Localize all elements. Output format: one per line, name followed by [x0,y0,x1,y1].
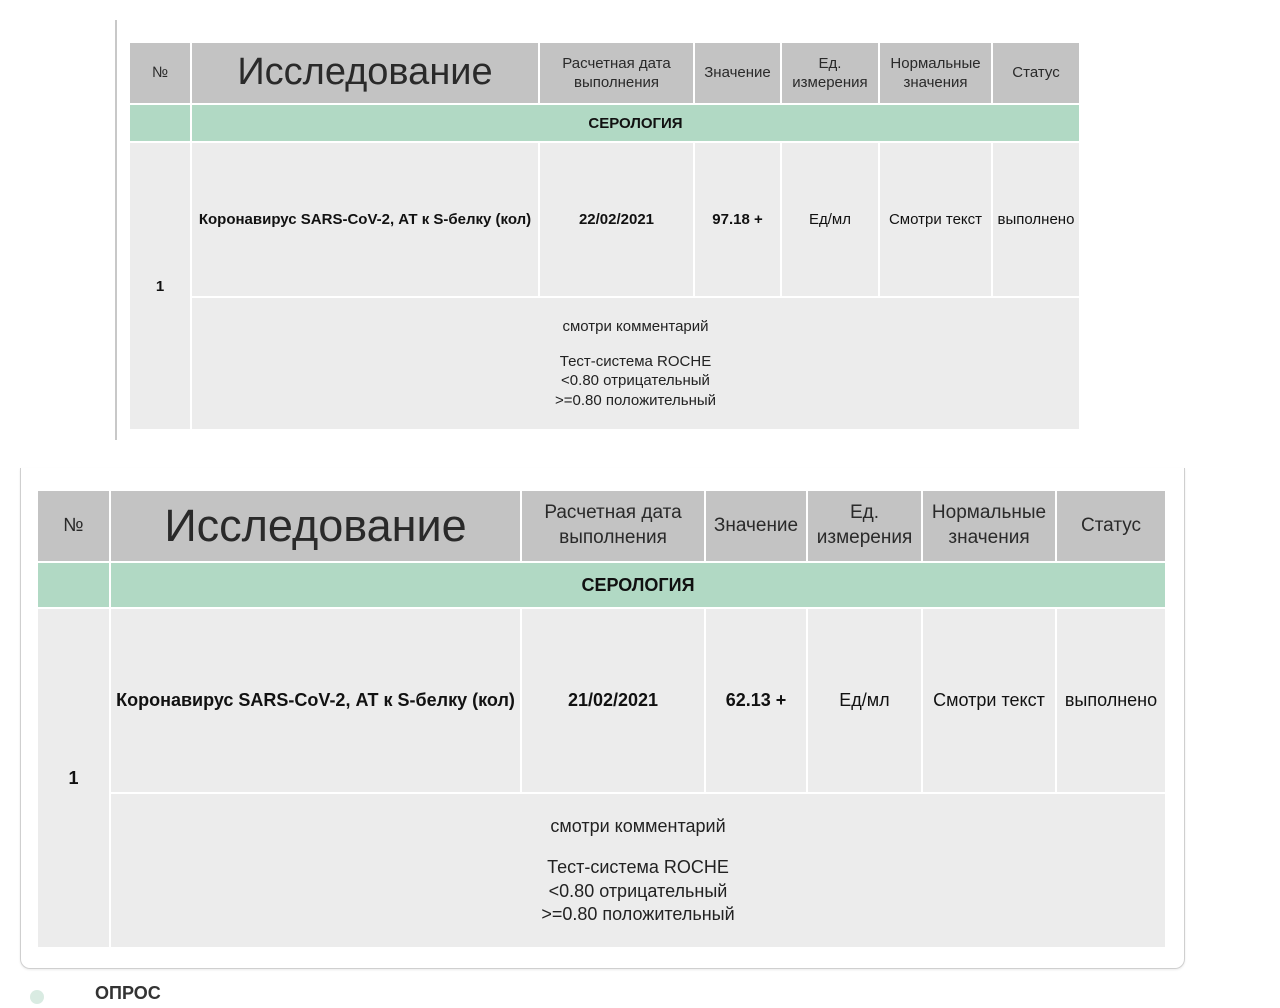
header-status: Статус [992,43,1080,104]
header-study: Исследование [110,491,521,562]
row-number: 1 [130,142,191,430]
row-unit: Ед/мл [807,608,922,793]
next-section-heading: ОПРОС [95,983,161,1003]
comment-cell [110,793,1166,948]
section-icon [30,990,44,1004]
comment-line: Тест-система ROCHE [559,352,712,370]
header-date: Расчетная дата выполнения [521,491,705,562]
row-value: 62.13 + [705,608,807,793]
comment-line: смотри комментарий [562,318,709,336]
row-normal: Смотри текст [879,142,992,297]
header-normal: Нормальные значения [922,491,1056,562]
category-spacer [38,562,110,608]
results-table-1 [130,43,1081,431]
header-number: № [130,43,191,104]
header-value: Значение [705,491,807,562]
row-title: Коронавирус SARS-CoV-2, АТ к S-белку (кол) [110,608,521,793]
row-normal: Смотри текст [922,608,1056,793]
table-header-row [38,491,1166,562]
comment-line: <0.80 отрицательный [561,372,710,390]
table-row [38,608,1166,793]
comment-line: >=0.80 положительный [554,391,717,409]
row-status: выполнено [1056,608,1166,793]
header-unit: Ед. измерения [807,491,922,562]
category-row [38,562,1166,608]
row-date: 21/02/2021 [521,608,705,793]
table-row [130,142,1080,297]
results-table-2 [38,491,1167,949]
table-header-row [130,43,1080,104]
category-label: СЕРОЛОГИЯ [110,562,1166,608]
row-status: выполнено [992,142,1080,297]
header-study: Исследование [191,43,539,104]
frame-divider-left [115,20,117,440]
category-spacer [130,104,191,142]
header-unit: Ед. измерения [781,43,879,104]
comment-line: >=0.80 положительный [541,904,735,925]
header-date: Расчетная дата выполнения [539,43,694,104]
category-label: СЕРОЛОГИЯ [191,104,1080,142]
row-number: 1 [38,608,110,948]
header-normal: Нормальные значения [879,43,992,104]
row-date: 22/02/2021 [539,142,694,297]
comment-row [130,297,1080,430]
comment-cell [191,297,1080,430]
row-unit: Ед/мл [781,142,879,297]
header-number: № [38,491,110,562]
comment-line: Тест-система ROCHE [547,857,729,878]
header-status: Статус [1056,491,1166,562]
header-value: Значение [694,43,781,104]
row-title: Коронавирус SARS-CoV-2, АТ к S-белку (кол) [191,142,539,297]
row-value: 97.18 + [694,142,781,297]
comment-line: <0.80 отрицательный [548,880,728,901]
category-row [130,104,1080,142]
comment-line: смотри комментарий [550,815,726,836]
comment-row [38,793,1166,948]
